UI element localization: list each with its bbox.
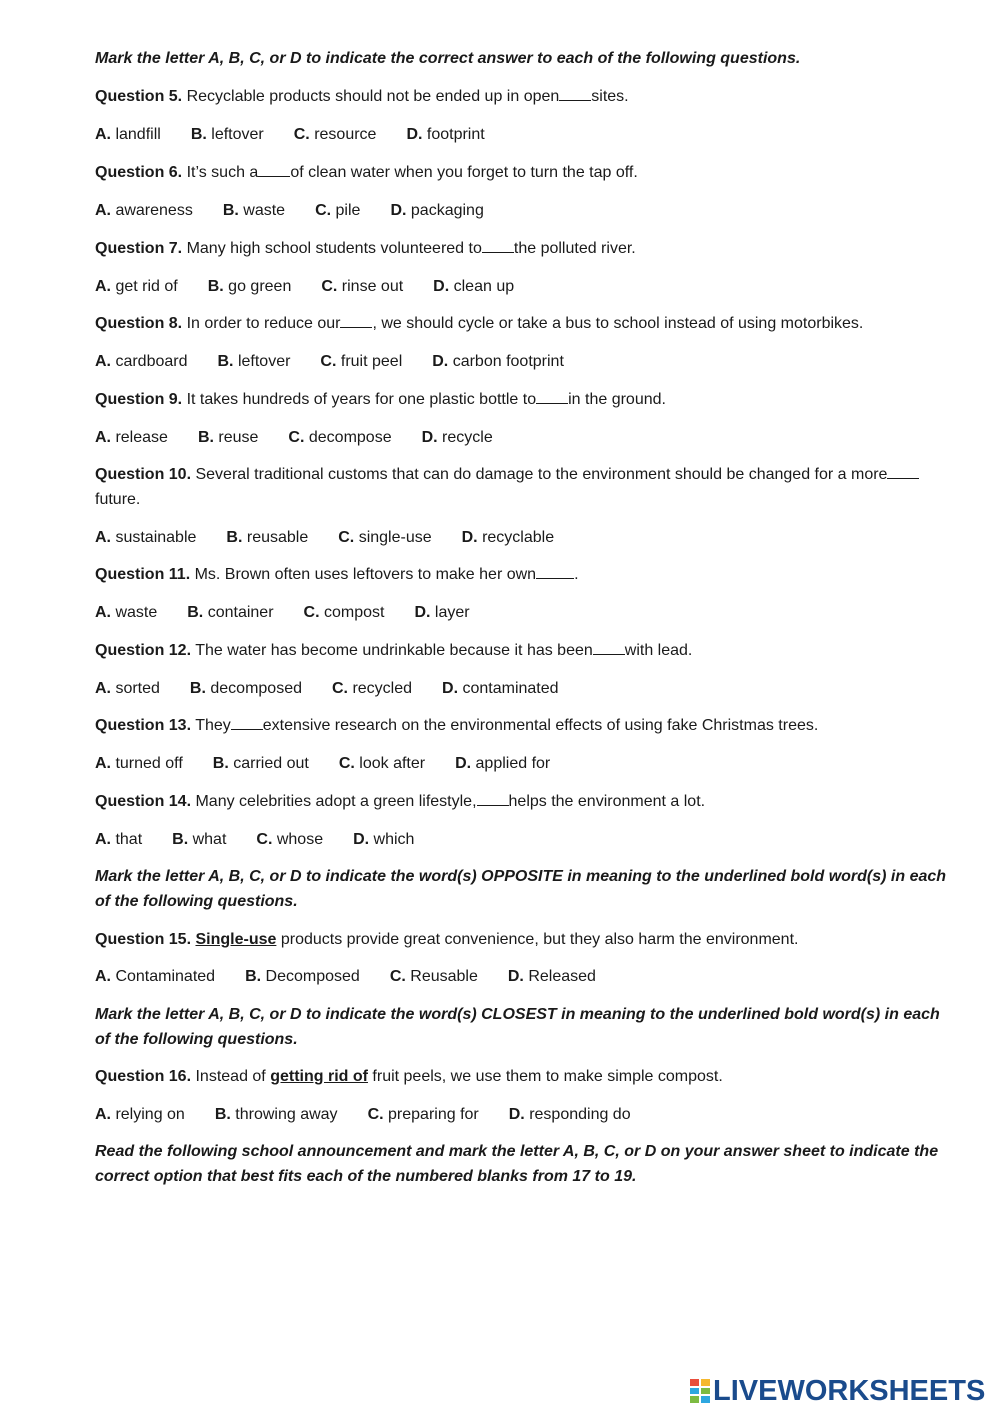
options-q16 bbox=[95, 1102, 955, 1127]
question-text: the polluted river. bbox=[513, 240, 636, 257]
question-number: Question 6. bbox=[95, 164, 183, 181]
question-text: Several traditional customs that can do damage to the environment should be changed for a more bbox=[191, 466, 888, 483]
question-9 bbox=[95, 387, 955, 412]
question-number: Question 11. bbox=[95, 566, 191, 583]
question-text: They bbox=[191, 717, 231, 734]
question-text: Many high school students volunteered to bbox=[182, 240, 482, 257]
option-d[interactable]: D. clean up bbox=[433, 278, 515, 295]
option-b[interactable]: B. carried out bbox=[212, 755, 309, 772]
option-d[interactable]: D. which bbox=[353, 831, 415, 848]
option-a[interactable]: A. cardboard bbox=[95, 353, 188, 370]
answer-blank bbox=[559, 86, 591, 101]
option-b[interactable]: B. what bbox=[172, 831, 227, 848]
question-text: extensive research on the environmental effects of using fake Christmas trees. bbox=[262, 717, 819, 734]
option-a[interactable]: A. relying on bbox=[95, 1106, 185, 1123]
question-text: products provide great convenience, but they also harm the environment. bbox=[276, 931, 799, 948]
question-number: Question 7. bbox=[95, 240, 183, 257]
option-c[interactable]: C. compost bbox=[303, 604, 385, 621]
answer-blank bbox=[536, 389, 568, 404]
instruction-correct-answer: Mark the letter A, B, C, or D to indicate the correct answer to each of the following questions. bbox=[95, 50, 801, 67]
question-5 bbox=[95, 84, 955, 109]
options-q14 bbox=[95, 827, 955, 852]
option-b[interactable]: B. waste bbox=[222, 202, 286, 219]
option-b[interactable]: B. container bbox=[187, 604, 274, 621]
option-b[interactable]: B. reusable bbox=[226, 529, 309, 546]
option-a[interactable]: A. release bbox=[95, 429, 168, 446]
question-text: helps the environment a lot. bbox=[508, 793, 706, 810]
option-b[interactable]: B. leftover bbox=[190, 126, 264, 143]
logo-text: LIVEWORKSHEETS bbox=[713, 1374, 986, 1407]
options-q5 bbox=[95, 122, 955, 147]
option-c[interactable]: C. single-use bbox=[338, 529, 432, 546]
answer-blank bbox=[258, 162, 290, 177]
options-q11 bbox=[95, 600, 955, 625]
question-8 bbox=[95, 311, 955, 336]
instruction-reading: Read the following school announcement and mark the letter A, B, C, or D on your answer sheet to indicate the correct option that best fits each of the numbered blanks from 17 to 19. bbox=[95, 1143, 939, 1185]
option-c[interactable]: C. resource bbox=[293, 126, 377, 143]
answer-blank bbox=[231, 715, 263, 730]
option-a[interactable]: A. that bbox=[95, 831, 143, 848]
question-number: Question 13. bbox=[95, 717, 192, 734]
question-text: Ms. Brown often uses leftovers to make her own bbox=[190, 566, 537, 583]
answer-blank bbox=[887, 464, 919, 479]
answer-blank bbox=[482, 238, 514, 253]
options-q15 bbox=[95, 964, 955, 989]
question-number: Question 12. bbox=[95, 642, 192, 659]
option-c[interactable]: C. preparing for bbox=[367, 1106, 479, 1123]
question-16 bbox=[95, 1064, 955, 1089]
question-text: Many celebrities adopt a green lifestyle, bbox=[191, 793, 477, 810]
question-text: sites. bbox=[591, 88, 629, 105]
answer-blank bbox=[593, 640, 625, 655]
question-number: Question 16. bbox=[95, 1068, 192, 1085]
option-d[interactable]: D. responding do bbox=[508, 1106, 631, 1123]
option-b[interactable]: B. Decomposed bbox=[245, 968, 360, 985]
option-b[interactable]: B. go green bbox=[207, 278, 292, 295]
question-text: . bbox=[574, 566, 579, 583]
option-c[interactable]: C. fruit peel bbox=[320, 353, 403, 370]
question-number: Question 10. bbox=[95, 466, 192, 483]
option-a[interactable]: A. landfill bbox=[95, 126, 161, 143]
option-c[interactable]: C. pile bbox=[315, 202, 361, 219]
options-q6 bbox=[95, 198, 955, 223]
option-d[interactable]: D. carbon footprint bbox=[432, 353, 564, 370]
option-d[interactable]: D. packaging bbox=[390, 202, 484, 219]
question-11 bbox=[95, 562, 955, 587]
question-text: of clean water when you forget to turn the tap off. bbox=[290, 164, 638, 181]
option-a[interactable]: A. sustainable bbox=[95, 529, 197, 546]
question-12 bbox=[95, 638, 955, 663]
option-d[interactable]: D. footprint bbox=[406, 126, 485, 143]
question-text: In order to reduce our bbox=[182, 315, 341, 332]
option-d[interactable]: D. recyclable bbox=[461, 529, 555, 546]
option-a[interactable]: A. Contaminated bbox=[95, 968, 216, 985]
options-q9 bbox=[95, 425, 955, 450]
option-c[interactable]: C. recycled bbox=[332, 680, 413, 697]
answer-blank bbox=[477, 791, 509, 806]
options-q12 bbox=[95, 676, 955, 701]
options-q10 bbox=[95, 525, 955, 550]
question-number: Question 15. bbox=[95, 931, 192, 948]
option-b[interactable]: B. decomposed bbox=[189, 680, 302, 697]
option-d[interactable]: D. Released bbox=[507, 968, 596, 985]
question-number: Question 5. bbox=[95, 88, 183, 105]
question-text: with lead. bbox=[624, 642, 693, 659]
option-c[interactable]: C. decompose bbox=[288, 429, 392, 446]
option-d[interactable]: D. contaminated bbox=[442, 680, 559, 697]
liveworksheets-logo bbox=[690, 1376, 985, 1406]
question-10 bbox=[95, 462, 955, 512]
options-q13 bbox=[95, 751, 955, 776]
question-text: future. bbox=[95, 491, 141, 508]
question-text: Instead of bbox=[191, 1068, 271, 1085]
option-a[interactable]: A. awareness bbox=[95, 202, 193, 219]
question-text: It’s such a bbox=[182, 164, 259, 181]
question-text: The water has become undrinkable because it has been bbox=[191, 642, 593, 659]
question-15 bbox=[95, 927, 955, 952]
instruction-closest: Mark the letter A, B, C, or D to indicate the word(s) CLOSEST in meaning to the underlined bold word(s) in each of the following questions. bbox=[95, 1006, 940, 1048]
question-14 bbox=[95, 789, 955, 814]
option-a[interactable]: A. get rid of bbox=[95, 278, 178, 295]
instruction-opposite: Mark the letter A, B, C, or D to indicate the word(s) OPPOSITE in meaning to the underlined bold word(s) in each of the following questions. bbox=[95, 868, 947, 910]
question-number: Question 9. bbox=[95, 391, 183, 408]
liveworksheets-mark-icon bbox=[690, 1379, 710, 1403]
option-c[interactable]: C. look after bbox=[338, 755, 426, 772]
question-7 bbox=[95, 236, 955, 261]
underlined-word: getting rid of bbox=[270, 1068, 368, 1085]
question-number: Question 8. bbox=[95, 315, 183, 332]
question-text: It takes hundreds of years for one plastic bottle to bbox=[182, 391, 537, 408]
question-text: , we should cycle or take a bus to school instead of using motorbikes. bbox=[372, 315, 864, 332]
option-d[interactable]: D. applied for bbox=[455, 755, 551, 772]
options-q8 bbox=[95, 349, 955, 374]
question-6 bbox=[95, 160, 955, 185]
question-text: Recyclable products should not be ended up in open bbox=[182, 88, 560, 105]
option-c[interactable]: C. whose bbox=[256, 831, 324, 848]
option-a[interactable]: A. turned off bbox=[95, 755, 183, 772]
option-a[interactable]: A. waste bbox=[95, 604, 158, 621]
option-d[interactable]: D. recycle bbox=[421, 429, 493, 446]
question-13 bbox=[95, 713, 955, 738]
underlined-word: Single-use bbox=[195, 931, 277, 948]
option-d[interactable]: D. layer bbox=[414, 604, 470, 621]
option-c[interactable]: C. rinse out bbox=[321, 278, 404, 295]
option-a[interactable]: A. sorted bbox=[95, 680, 160, 697]
question-text: in the ground. bbox=[568, 391, 666, 408]
answer-blank bbox=[340, 313, 372, 328]
option-b[interactable]: B. leftover bbox=[217, 353, 291, 370]
question-number: Question 14. bbox=[95, 793, 192, 810]
option-c[interactable]: C. Reusable bbox=[389, 968, 478, 985]
options-q7 bbox=[95, 274, 955, 299]
option-b[interactable]: B. reuse bbox=[197, 429, 259, 446]
answer-blank bbox=[536, 564, 574, 579]
question-text: fruit peels, we use them to make simple compost. bbox=[367, 1068, 723, 1085]
option-b[interactable]: B. throwing away bbox=[214, 1106, 338, 1123]
